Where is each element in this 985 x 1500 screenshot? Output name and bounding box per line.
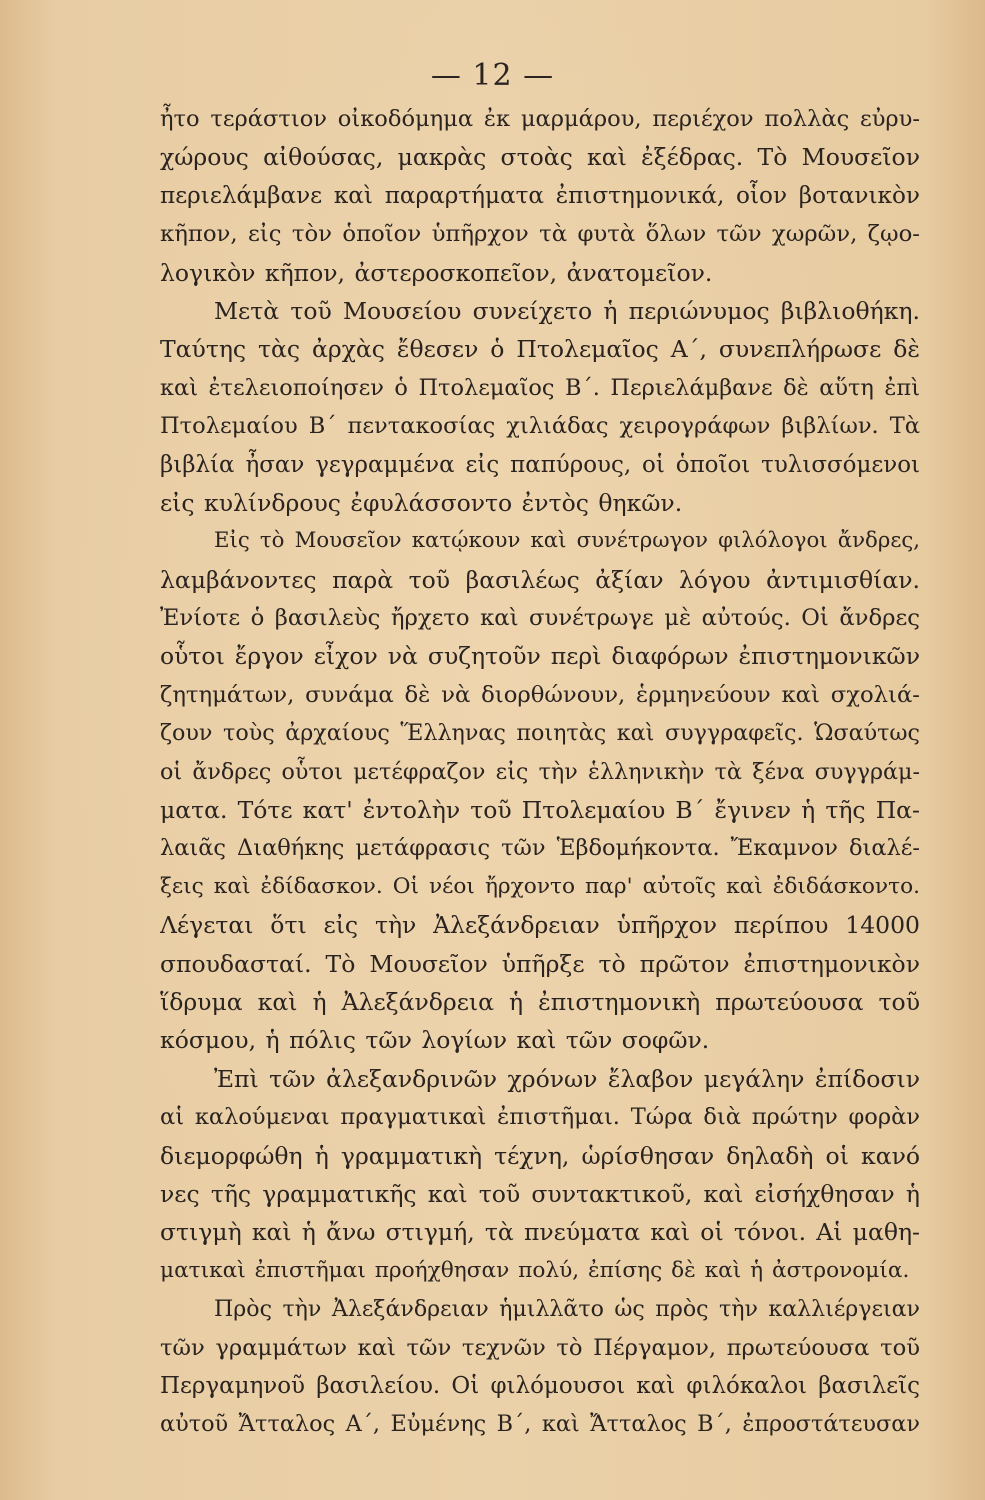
body-text [160, 100, 920, 1444]
text-line: λογικὸν κῆπον, ἀστεροσκοπεῖον, ἀνατομεῖον. [160, 258, 713, 287]
paragraph [160, 1060, 920, 1290]
text-line: ματα. Τότε κατ' ἐντολὴν τοῦ Πτολεμαίου Β΄ ἔγινεν ἡ τῆς Πα- [160, 796, 920, 825]
text-line: καὶ ἐτελειοποίησεν ὁ Πτολεμαῖος Β΄. Περιελάμβανε δὲ αὕτη ἐπὶ [160, 374, 920, 401]
text-line: λαιᾶς Διαθήκης μετάφρασις τῶν Ἑβδομήκοντα. Ἔκαμνον διαλέ- [160, 835, 920, 862]
text-line: ξεις καὶ ἐδίδασκον. Οἱ νέοι ἤρχοντο παρ' αὐτοῖς καὶ ἐδιδάσκοντο. [160, 873, 920, 899]
text-line: βιβλία ἦσαν γεγραμμένα εἰς παπύρους, οἱ ὁποῖοι τυλισσόμενοι [160, 451, 920, 478]
paragraph [160, 1290, 920, 1444]
text-line: Πρὸς τὴν Ἀλεξάνδρειαν ἡμιλλᾶτο ὡς πρὸς τὴν καλλιέργειαν [214, 1296, 920, 1323]
text-line: ἵδρυμα καὶ ἡ Ἀλεξάνδρεια ἡ ἐπιστημονικὴ πρωτεύουσα τοῦ [160, 987, 920, 1016]
text-line: χώρους αἰθούσας, μακρὰς στοὰς καὶ ἐξέδρας. Τὸ Μουσεῖον [160, 143, 920, 172]
text-line: κῆπον, εἰς τὸν ὁποῖον ὑπῆρχον τὰ φυτὰ ὅλων τῶν χωρῶν, ζῳο- [160, 221, 920, 248]
paragraph [160, 100, 920, 292]
paragraph [160, 522, 920, 1059]
text-line: Μετὰ τοῦ Μουσείου συνείχετο ἡ περιώνυμος βιβλιοθήκη. [214, 296, 920, 325]
text-line: διεμορφώθη ἡ γραμματικὴ τέχνη, ὡρίσθησαν δηλαδὴ οἱ κανό [160, 1141, 920, 1170]
text-line: οὗτοι ἔργον εἶχον νὰ συζητοῦν περὶ διαφόρων ἐπιστημονικῶν [160, 642, 920, 671]
text-line: νες τῆς γραμματικῆς καὶ τοῦ συντακτικοῦ, καὶ εἰσήχθησαν ἡ [160, 1179, 920, 1208]
text-line: ζητημάτων, συνάμα δὲ νὰ διορθώνουν, ἑρμηνεύουν καὶ σχολιά- [160, 681, 920, 708]
text-line: αὐτοῦ Ἄτταλος Α΄, Εὐμένης Β΄, καὶ Ἄτταλος Β΄, ἐπροστάτευσαν [160, 1411, 920, 1438]
text-line: κόσμου, ἡ πόλις τῶν λογίων καὶ τῶν σοφῶν. [160, 1026, 710, 1055]
text-line: τῶν γραμμάτων καὶ τῶν τεχνῶν τὸ Πέργαμον, πρωτεύουσα τοῦ [160, 1334, 920, 1361]
text-line: Λέγεται ὅτι εἰς τὴν Ἀλεξάνδρειαν ὑπῆρχον περίπου 14000 [160, 911, 920, 940]
text-line: περιελάμβανε καὶ παραρτήματα ἐπιστημονικά, οἷον βοτανικὸν [160, 182, 920, 209]
text-line: λαμβάνοντες παρὰ τοῦ βασιλέως ἀξίαν λόγου ἀντιμισθίαν. [160, 565, 920, 594]
text-line: Ταύτης τὰς ἀρχὰς ἔθεσεν ὁ Πτολεμαῖος Α΄, συνεπλήρωσε δὲ [160, 335, 920, 364]
text-line: Ἐνίοτε ὁ βασιλεὺς ἤρχετο καὶ συνέτρωγε μὲ αὐτούς. Οἱ ἄνδρες [160, 605, 920, 632]
text-line: ζουν τοὺς ἀρχαίους Ἕλληνας ποιητὰς καὶ συγγραφεῖς. Ὡσαύτως [160, 720, 920, 747]
text-line: ἦτο τεράστιον οἰκοδόμημα ἐκ μαρμάρου, περιέχον πολλὰς εὐρυ- [160, 106, 920, 132]
text-line: εἰς κυλίνδρους ἐφυλάσσοντο ἐντὸς θηκῶν. [160, 488, 683, 517]
text-line: οἱ ἄνδρες οὗτοι μετέφραζον εἰς τὴν ἑλληνικὴν τὰ ξένα συγγράμ- [160, 758, 920, 785]
text-line: αἱ καλούμεναι πραγματικαὶ ἐπιστῆμαι. Τώρα διὰ πρώτην φορὰν [160, 1104, 920, 1131]
text-line: Ἐπὶ τῶν ἀλεξανδρινῶν χρόνων ἔλαβον μεγάλην ἐπίδοσιν [214, 1064, 920, 1093]
text-line: Εἰς τὸ Μουσεῖον κατῴκουν καὶ συνέτρωγον φιλόλογοι ἄνδρες, [214, 528, 920, 554]
text-line: ματικαὶ ἐπιστῆμαι προήχθησαν πολύ, ἐπίσης δὲ καὶ ἡ ἀστρονομία. [160, 1257, 910, 1283]
text-line: Περγαμηνοῦ βασιλείου. Οἱ φιλόμουσοι καὶ φιλόκαλοι βασιλεῖς [160, 1372, 920, 1399]
text-line: Πτολεμαίου Β΄ πεντακοσίας χιλιάδας χειρογράφων βιβλίων. Τὰ [160, 413, 920, 440]
text-line: στιγμὴ καὶ ἡ ἄνω στιγμή, τὰ πνεύματα καὶ οἱ τόνοι. Αἱ μαθη- [160, 1218, 920, 1247]
page-number: — 12 — [430, 58, 555, 93]
paragraph [160, 292, 920, 522]
text-line: σπουδασταί. Τὸ Μουσεῖον ὑπῆρξε τὸ πρῶτον ἐπιστημονικὸν [160, 949, 920, 978]
